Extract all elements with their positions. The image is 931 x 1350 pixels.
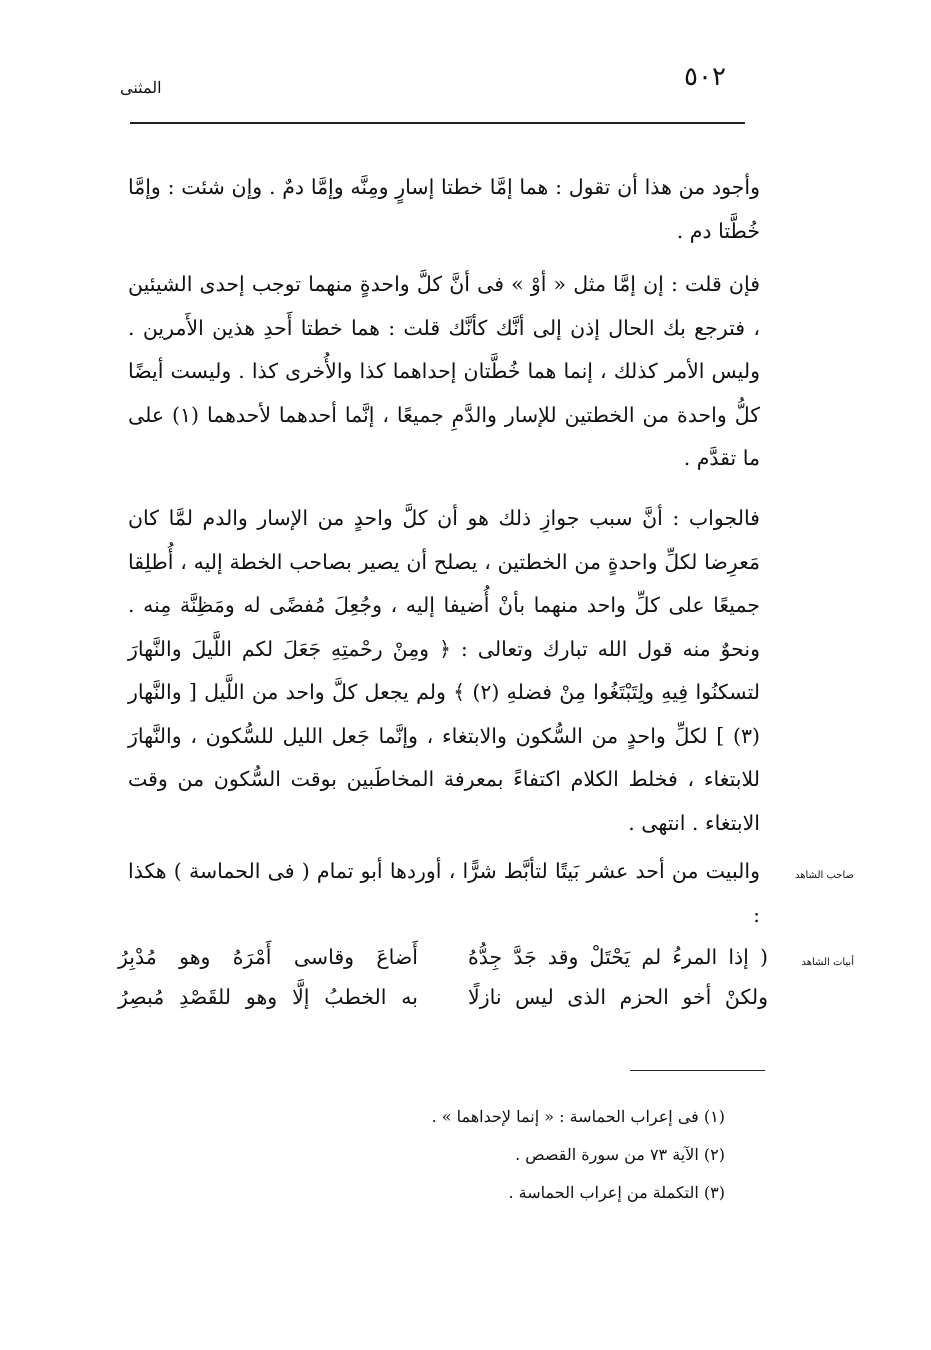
margin-note-verses: أبيات الشاهد (801, 957, 854, 968)
verse-line-2 (118, 985, 768, 1025)
paragraph-3: فالجواب : أنَّ سبب جوازِ ذلك هو أن كلَّ واحدٍ من الإسار والدم لمَّا كان مَعرِضا لكلِّ واحدةٍ من الخطتين ، يصلح أن يصير بصاحب الخطة إليه ، أُطلِقا جميعًا على كلِّ واحد منهما بأنْ أُضيفا إليه ، وجُعِلَ مُفضًى له ومَظِنَّة مِنه . ونحوٌ منه قول الله تبارك وتعالى : ﴿ ومِنْ رحْمتِهِ جَعَلَ لكم اللَّيلَ والنَّهارَ لتسكنُوا فِيهِ ولِتَبْتَغُوا مِنْ فضلهِ (٢) ﴾ ولم يجعل كلَّ واحد من اللَّيل [ والنَّهار (٣) ] لكلِّ واحدٍ من السُّكون والابتغاء ، وإنَّما جَعل الليل للسُّكون ، والنَّهارَ للابتغاء ، فخلط الكلام اكتفاءً بمعرفة المخاطَبين بوقت السُّكون من وقت الابتغاء . انتهى . (128, 506, 760, 835)
paragraph-4: والبيت من أحد عشر بَيتًا لتأبَّط شرًّا ، أوردها أبو تمام ( فى الحماسة ) هكذا : (128, 859, 760, 927)
header-rule (130, 122, 745, 124)
paragraph-2: فإن قلت : إن إمَّا مثل « أوْ » فى أنَّ كلَّ واحدةٍ منهما توجب إحدى الشيئين ، فترجع بك الحال إذن إلى أنَّك كأنَّك قلت : هما خطتا أَحدِ هذين الأَمرين . وليس الأمر كذلك ، إنما هما خُطَّتان إحداهما كذا والأُخرى كذا . وليست أيضًا كلُّ واحدة من الخطتين للإسار والدَّمِ جميعًا ، إنَّما أحدهما لأحدهما (١) على ما تقدَّم . (128, 272, 760, 470)
margin-note-poet: صاحب الشاهد (794, 870, 854, 881)
page-number: ٥٠٢ (684, 62, 726, 92)
verse-1-first-hemistich: ( إذا المرءُ لم يَحْتَلْ وقد جَدَّ جِدُّهُ (468, 945, 768, 969)
verse-1-second-hemistich: أَضاعَ وقاسى أَمْرَهُ وهو مُدْبِرُ (118, 945, 418, 969)
verse-2-second-hemistich: به الخطبُ إلَّا وهو للقَصْدِ مُبصِرُ (118, 985, 418, 1009)
verse-2-first-hemistich: ولكنْ أخو الحزم الذى ليس نازلًا (468, 985, 768, 1009)
footnotes (300, 1098, 725, 1212)
footnote-rule (630, 1070, 765, 1071)
footnote-2: (٢) الآية ٧٣ من سورة القصص . (515, 1145, 725, 1164)
running-title: المثنى (120, 78, 162, 97)
paragraph-1: وأجود من هذا أن تقول : هما إمَّا خطتا إسارٍ ومِنَّه وإمَّا دمٌ . وإن شئت : وإمَّا خُطَّتا دم . (128, 175, 760, 243)
verse-line-1 (118, 945, 768, 985)
footnote-1: (١) فى إعراب الحماسة : « إنما لإحداهما » . (431, 1107, 725, 1126)
footnote-3: (٣) التكملة من إعراب الحماسة . (508, 1183, 725, 1202)
